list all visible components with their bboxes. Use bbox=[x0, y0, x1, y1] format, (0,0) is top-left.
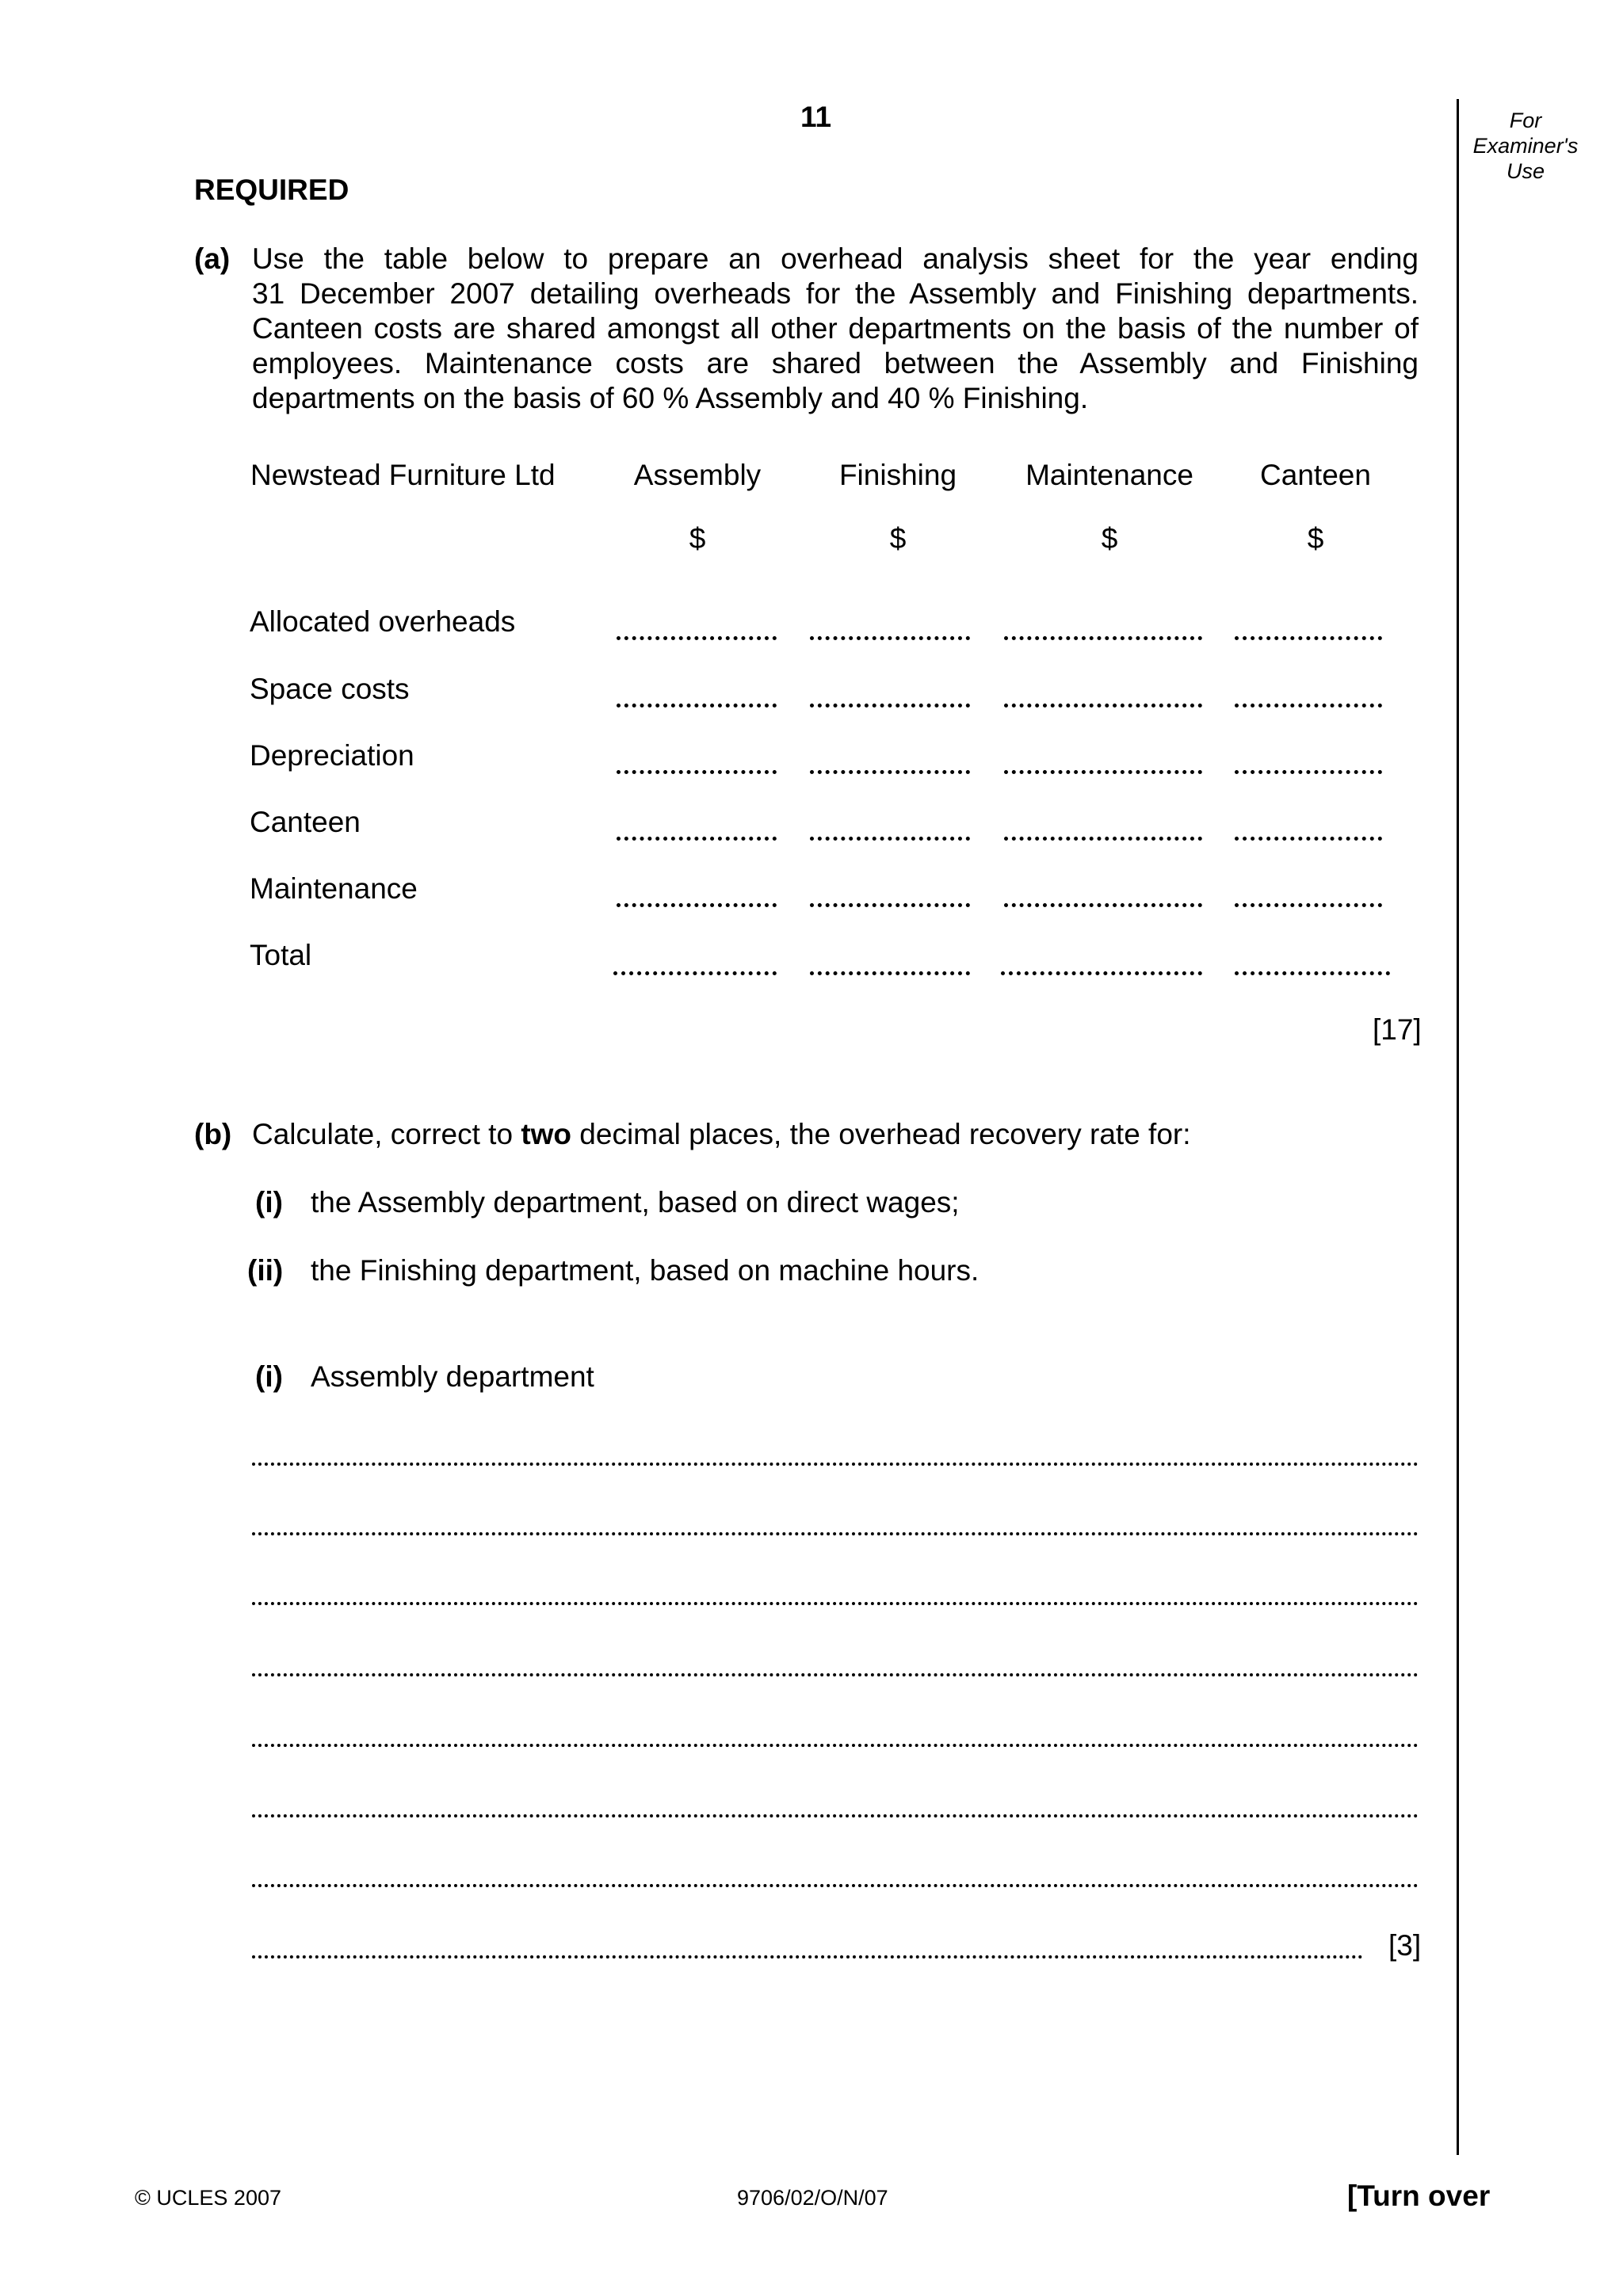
row-label-canteen: Canteen bbox=[250, 806, 361, 838]
row-label-allocated-overheads: Allocated overheads bbox=[250, 605, 516, 638]
working-line[interactable] bbox=[252, 1463, 1419, 1466]
currency-canteen: $ bbox=[1307, 522, 1324, 555]
page-number: 11 bbox=[800, 101, 832, 133]
instruction-line: Use the table below to prepare an overhead analysis sheet for the year ending bbox=[252, 242, 1419, 275]
part-b-intro-text: decimal places, the overhead recovery rate for: bbox=[571, 1118, 1191, 1150]
working-line[interactable] bbox=[252, 1602, 1419, 1605]
row-label-maintenance: Maintenance bbox=[250, 872, 418, 905]
answer-blank[interactable] bbox=[1004, 770, 1202, 774]
instruction-line: departments on the basis of 60 % Assembly and 40 % Finishing. bbox=[252, 382, 1089, 414]
answer-blank[interactable] bbox=[1235, 837, 1382, 841]
sub-item-label: (i) bbox=[255, 1186, 283, 1219]
answer-blank[interactable] bbox=[1004, 704, 1202, 707]
answer-blank[interactable] bbox=[617, 837, 777, 841]
answer-heading-text: Assembly department bbox=[311, 1360, 594, 1393]
answer-blank[interactable] bbox=[1004, 903, 1202, 907]
examiner-note-line: For bbox=[1509, 109, 1542, 132]
working-line[interactable] bbox=[252, 1673, 1419, 1676]
part-b-label: (b) bbox=[194, 1118, 232, 1150]
part-a-label: (a) bbox=[194, 242, 231, 275]
answer-blank[interactable] bbox=[617, 903, 777, 907]
examiner-note-line: Use bbox=[1506, 159, 1545, 183]
answer-heading-label: (i) bbox=[255, 1360, 283, 1393]
answer-blank[interactable] bbox=[810, 971, 970, 975]
answer-blank[interactable] bbox=[810, 636, 970, 640]
part-a-marks: [17] bbox=[1373, 1013, 1422, 1046]
answer-blank[interactable] bbox=[1235, 770, 1382, 774]
column-header-finishing: Finishing bbox=[838, 459, 957, 491]
part-b-intro-text: Calculate, correct to bbox=[252, 1118, 521, 1150]
answer-blank[interactable] bbox=[617, 636, 777, 640]
instruction-line: Canteen costs are shared amongst all other departments on the basis of the number of bbox=[252, 312, 1419, 345]
answer-blank[interactable] bbox=[1235, 971, 1390, 975]
column-header-canteen: Canteen bbox=[1260, 459, 1371, 491]
instruction-line: 31 December 2007 detailing overheads for the Assembly and Finishing departments. bbox=[252, 277, 1419, 310]
sub-item-label: (ii) bbox=[247, 1254, 284, 1287]
working-line[interactable] bbox=[252, 1744, 1419, 1747]
answer-blank[interactable] bbox=[1235, 636, 1382, 640]
part-b-intro bbox=[252, 1117, 1191, 1152]
answer-blank[interactable] bbox=[810, 704, 970, 707]
working-line[interactable] bbox=[252, 1955, 1363, 1958]
working-line[interactable] bbox=[252, 1814, 1419, 1817]
column-header-assembly: Assembly bbox=[633, 459, 762, 491]
row-label-depreciation: Depreciation bbox=[250, 739, 414, 772]
working-line[interactable] bbox=[252, 1884, 1419, 1887]
currency-assembly: $ bbox=[689, 522, 706, 555]
footer-turn-over: [Turn over bbox=[1347, 2180, 1491, 2212]
examiner-use-note bbox=[1462, 108, 1589, 184]
part-a-instructions bbox=[252, 242, 1419, 416]
required-heading: REQUIRED bbox=[194, 174, 349, 206]
answer-blank[interactable] bbox=[810, 903, 970, 907]
sub-item-text: the Finishing department, based on machine hours. bbox=[311, 1254, 980, 1287]
examiner-margin-rule bbox=[1457, 99, 1459, 2155]
column-header-maintenance: Maintenance bbox=[1025, 459, 1193, 491]
footer-copyright: © UCLES 2007 bbox=[135, 2186, 281, 2210]
currency-finishing: $ bbox=[889, 522, 907, 555]
answer-blank[interactable] bbox=[617, 770, 777, 774]
examiner-note-line: Examiner's bbox=[1472, 134, 1579, 158]
part-b-marks: [3] bbox=[1388, 1929, 1422, 1962]
footer-paper-code: 9706/02/O/N/07 bbox=[737, 2186, 888, 2210]
answer-blank[interactable] bbox=[613, 971, 777, 975]
answer-blank[interactable] bbox=[810, 770, 970, 774]
part-b-intro-emphasis: two bbox=[521, 1118, 572, 1150]
company-name: Newstead Furniture Ltd bbox=[250, 459, 556, 491]
answer-blank[interactable] bbox=[1004, 837, 1202, 841]
currency-maintenance: $ bbox=[1101, 522, 1118, 555]
row-label-space-costs: Space costs bbox=[250, 673, 410, 705]
row-label-total: Total bbox=[250, 939, 312, 971]
working-line[interactable] bbox=[252, 1532, 1419, 1535]
answer-blank[interactable] bbox=[617, 704, 777, 707]
answer-blank[interactable] bbox=[1235, 903, 1382, 907]
answer-blank[interactable] bbox=[810, 837, 970, 841]
answer-blank[interactable] bbox=[1235, 704, 1382, 707]
answer-blank[interactable] bbox=[1001, 971, 1202, 975]
answer-blank[interactable] bbox=[1004, 636, 1202, 640]
sub-item-text: the Assembly department, based on direct wages; bbox=[311, 1186, 960, 1219]
instruction-line: employees. Maintenance costs are shared between the Assembly and Finishing bbox=[252, 347, 1419, 379]
